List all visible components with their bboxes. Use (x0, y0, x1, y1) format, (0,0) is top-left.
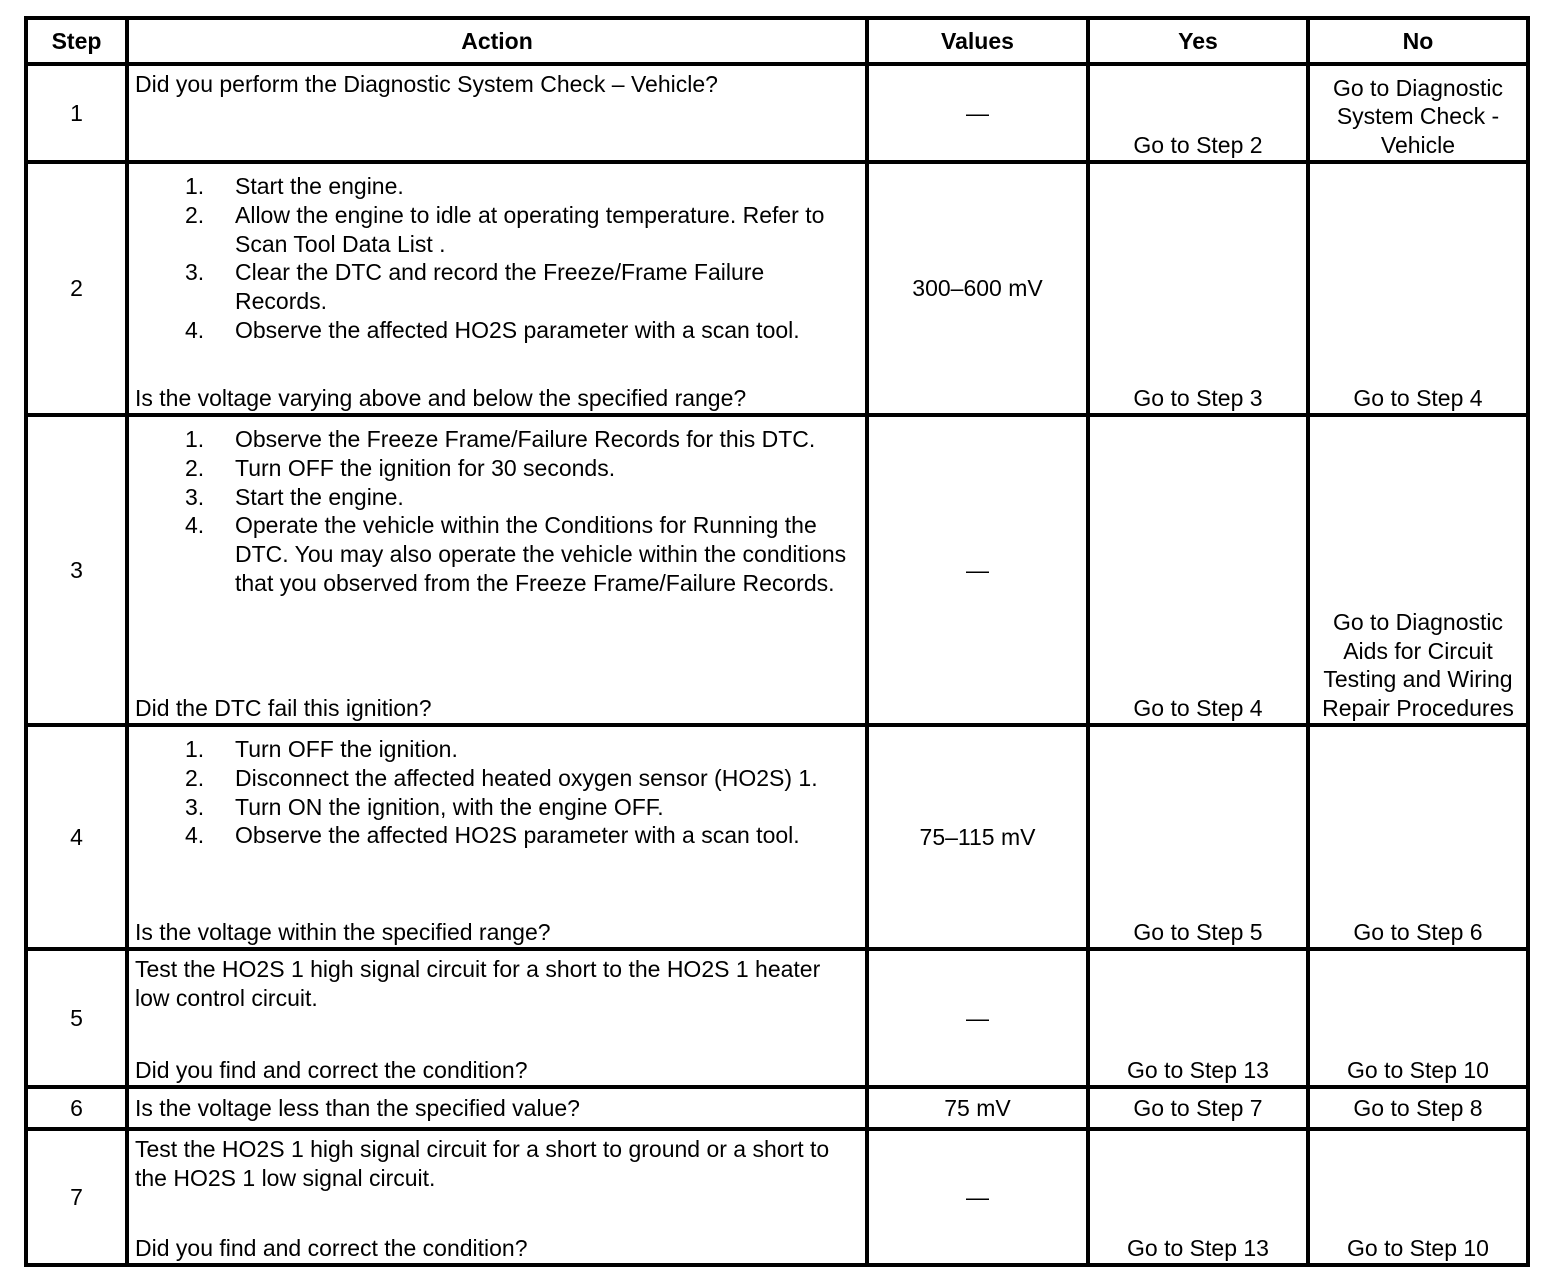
action-question: Is the voltage varying above and below the specified range? (135, 385, 747, 412)
item-text: Turn ON the ignition, with the engine OFF. (235, 793, 664, 820)
step-number: 3 (26, 415, 127, 725)
list-item (135, 172, 859, 201)
step-number: 1 (26, 64, 127, 162)
action-cell (127, 64, 867, 162)
list-item (135, 425, 859, 454)
item-number: 3. (185, 483, 205, 510)
yes-text: Go to Step 4 (1133, 695, 1263, 722)
item-text: Operate the vehicle within the Conditions for Running the DTC. You may also operate the vehicle within the conditions that you observed from the Freeze Frame/Failure Records. (235, 512, 847, 596)
action-intro: Test the HO2S 1 high signal circuit for a short to ground or a short to the HO2S 1 low signal circuit. (135, 1136, 830, 1191)
item-text: Start the engine. (235, 483, 404, 510)
value-cell: — (867, 64, 1088, 162)
action-question: Is the voltage within the specified range? (135, 919, 551, 946)
yes-cell (1088, 1129, 1308, 1265)
yes-text: Go to Step 5 (1133, 919, 1263, 946)
table-row (26, 64, 1528, 162)
header-values: Values (867, 18, 1088, 64)
action-cell (127, 1129, 867, 1265)
no-cell (1308, 1129, 1528, 1265)
no-text: Go to Diagnostic System Check - Vehicle (1332, 74, 1504, 159)
header-step: Step (26, 18, 127, 64)
yes-text: Go to Step 13 (1127, 1057, 1269, 1084)
action-cell (127, 725, 867, 949)
no-text: Go to Diagnostic Aids for Circuit Testing and Wiring Repair Procedures (1322, 608, 1514, 722)
action-question: Did the DTC fail this ignition? (135, 695, 432, 722)
item-text: Observe the affected HO2S parameter with a scan tool. (235, 822, 800, 849)
item-number: 1. (185, 736, 205, 762)
no-cell: Go to Step 8 (1308, 1087, 1528, 1129)
header-yes: Yes (1088, 18, 1308, 64)
no-text: Go to Step 10 (1347, 1235, 1489, 1262)
list-item (135, 764, 859, 793)
no-cell (1308, 162, 1528, 415)
action-intro: Test the HO2S 1 high signal circuit for a short to the HO2S 1 heater low control circuit. (135, 956, 821, 1011)
value-cell: 75 mV (867, 1087, 1088, 1129)
action-cell (127, 949, 867, 1087)
no-cell (1308, 415, 1528, 725)
item-number: 1. (185, 426, 205, 452)
list-item (135, 821, 859, 850)
table-row (26, 1129, 1528, 1265)
item-number: 4. (185, 512, 205, 539)
item-number: 3. (185, 793, 205, 820)
header-action: Action (127, 18, 867, 64)
yes-text: Go to Step 2 (1133, 132, 1263, 159)
list-item (135, 454, 859, 483)
action-question: Is the voltage less than the specified value? (135, 1094, 580, 1121)
no-text: Go to Step 10 (1347, 1057, 1489, 1084)
item-number: 2. (185, 454, 205, 481)
no-cell (1308, 64, 1528, 162)
yes-text: Go to Step 13 (1127, 1235, 1269, 1262)
item-text: Disconnect the affected heated oxygen sensor (HO2S) 1. (235, 764, 818, 791)
yes-cell (1088, 725, 1308, 949)
no-text: Go to Step 6 (1353, 919, 1483, 946)
value-cell: 75–115 mV (867, 725, 1088, 949)
yes-cell (1088, 949, 1308, 1087)
list-item (135, 258, 859, 316)
item-text: Turn OFF the ignition. (235, 736, 458, 762)
action-question: Did you find and correct the condition? (135, 1057, 528, 1084)
item-number: 2. (185, 201, 205, 228)
step-number: 4 (26, 725, 127, 949)
action-steps (135, 172, 859, 345)
table-row (26, 725, 1528, 949)
action-cell (127, 415, 867, 725)
list-item (135, 316, 859, 345)
action-question: Did you find and correct the condition? (135, 1235, 528, 1262)
action-steps (135, 425, 859, 598)
item-text: Observe the affected HO2S parameter with a scan tool. (235, 316, 800, 343)
yes-cell (1088, 64, 1308, 162)
no-cell (1308, 949, 1528, 1087)
list-item (135, 201, 859, 259)
step-number: 2 (26, 162, 127, 415)
item-text: Allow the engine to idle at operating temperature. Refer to Scan Tool Data List . (235, 201, 825, 257)
step-number: 7 (26, 1129, 127, 1265)
no-cell (1308, 725, 1528, 949)
table-row (26, 415, 1528, 725)
table-row (26, 1087, 1528, 1129)
table-row (26, 162, 1528, 415)
action-cell (127, 162, 867, 415)
value-cell: — (867, 415, 1088, 725)
item-text: Observe the Freeze Frame/Failure Records for this DTC. (235, 426, 816, 452)
yes-cell (1088, 415, 1308, 725)
item-text: Start the engine. (235, 173, 404, 199)
value-cell: — (867, 1129, 1088, 1265)
yes-cell (1088, 162, 1308, 415)
list-item (135, 735, 859, 764)
action-question: Did you perform the Diagnostic System Check – Vehicle? (135, 71, 718, 97)
item-number: 2. (185, 764, 205, 791)
item-number: 4. (185, 316, 205, 343)
action-steps (135, 735, 859, 850)
value-cell: 300–600 mV (867, 162, 1088, 415)
list-item (135, 511, 859, 597)
item-text: Turn OFF the ignition for 30 seconds. (235, 454, 616, 481)
yes-cell: Go to Step 7 (1088, 1087, 1308, 1129)
value-cell: — (867, 949, 1088, 1087)
action-cell (127, 1087, 867, 1129)
step-number: 6 (26, 1087, 127, 1129)
item-number: 4. (185, 822, 205, 849)
diagnostic-table (24, 16, 1530, 1267)
step-number: 5 (26, 949, 127, 1087)
no-text: Go to Step 4 (1353, 385, 1483, 412)
header-row (26, 18, 1528, 64)
list-item (135, 793, 859, 822)
yes-text: Go to Step 3 (1133, 385, 1263, 412)
list-item (135, 483, 859, 512)
item-number: 1. (185, 173, 205, 199)
item-text: Clear the DTC and record the Freeze/Frame Failure Records. (235, 259, 765, 315)
header-no: No (1308, 18, 1528, 64)
table-row (26, 949, 1528, 1087)
item-number: 3. (185, 259, 205, 286)
